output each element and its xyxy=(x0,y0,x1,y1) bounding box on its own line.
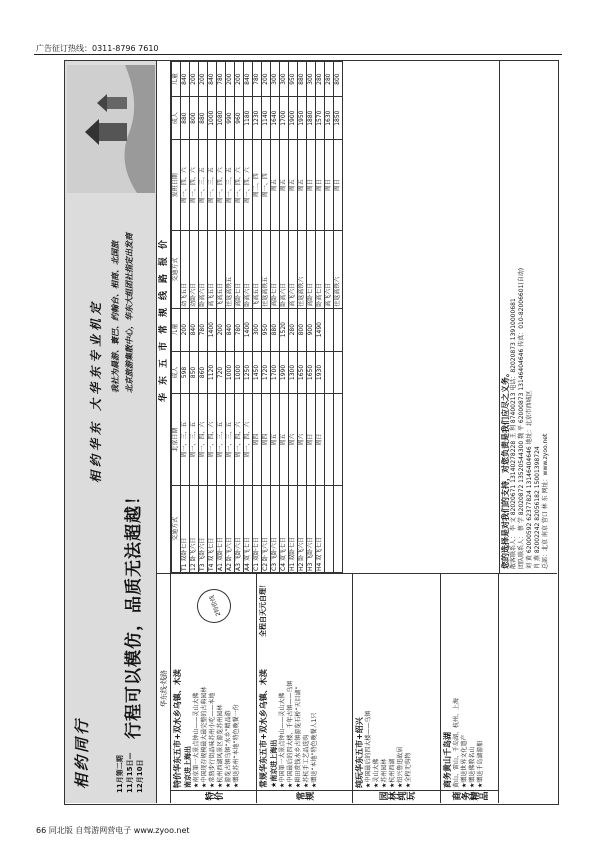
table-cell: 200 xyxy=(217,308,226,351)
table-cell: 周一、三、五 xyxy=(190,394,199,485)
table-cell: 200 xyxy=(262,62,271,97)
table-cell: C3 飞卧六日 xyxy=(271,485,280,572)
table-cell: 1230 xyxy=(253,97,262,140)
table-cell: 周日 xyxy=(334,140,343,231)
table-cell: 990 xyxy=(226,97,235,140)
table-cell: 周日 xyxy=(307,394,316,485)
table-row xyxy=(325,62,334,573)
table-cell: 飞高五日 xyxy=(217,231,226,308)
table-cell: 1630 xyxy=(325,97,334,140)
table-cell xyxy=(325,308,334,351)
table-cell: 800 xyxy=(298,308,307,351)
table-cell: 周一、四 xyxy=(262,140,271,231)
table-cell: 周日 xyxy=(316,140,325,231)
table-cell: 周一、四、六 xyxy=(208,394,217,485)
table-cell: 300 xyxy=(253,308,262,351)
table-cell xyxy=(325,351,334,394)
table-cell: 往返高铁六 xyxy=(298,231,307,308)
contact-line: 刘 黄 62000592 62377824 13146404646 地址：北京市西城区 xyxy=(526,390,533,569)
section-pure-play xyxy=(353,573,441,803)
table-cell: 周一、三、五 xyxy=(181,394,190,485)
table-cell: 周一、三、五 xyxy=(226,140,235,231)
table-cell: 周二、四 xyxy=(253,140,262,231)
table-cell: C2 卧飞六日 xyxy=(262,485,271,572)
section-sub: 南京进上海出 xyxy=(184,746,192,788)
table-cell: 1930 xyxy=(316,351,325,394)
section-line: ★赠送佛教名山 xyxy=(469,746,476,788)
table-cell: 周六 xyxy=(298,394,307,485)
table-cell: 1850 xyxy=(334,97,343,140)
table-cell: H1 双卧七日 xyxy=(289,485,298,572)
table-cell: 280 xyxy=(316,62,325,97)
table-cell: 850 xyxy=(190,351,199,394)
table-body xyxy=(181,62,343,573)
table-cell: 周五 xyxy=(280,394,289,485)
table-row xyxy=(208,62,217,573)
section-line: ★绍兴鲁迅故居 xyxy=(397,746,404,788)
table-cell: 周一、三、五 xyxy=(217,394,226,485)
table-cell: H3 飞卧六日 xyxy=(307,485,316,572)
table-cell: 高卧七日 xyxy=(271,231,280,308)
table-cell: 1700 xyxy=(271,351,280,394)
bottom-note-text: 66 同北版 自驾游网营电子 www.zyoo.net xyxy=(36,826,190,835)
table-cell: 高飞六日 xyxy=(289,231,298,308)
table-cell: 1180 xyxy=(244,97,253,140)
section-line: ★中国第一大景点钟山——灵山大佛 xyxy=(279,692,286,788)
table-cell: A3 飞卧六日 xyxy=(235,485,244,572)
table-cell xyxy=(334,351,343,394)
table-title: 华东五市常规线路报价 xyxy=(157,61,171,573)
section-line: ★南京第一大景点钟山——灵山大佛 xyxy=(193,692,200,788)
section-line: ★游览古镇乌镇“水乡”精品游 xyxy=(225,710,232,788)
table-cell: 周一、四、六 xyxy=(244,394,253,485)
table-cell: 周一、三、五 xyxy=(208,140,217,231)
col-header: 儿童 xyxy=(172,62,181,97)
table-cell: 200 xyxy=(235,62,244,97)
table-row xyxy=(190,62,199,573)
section-body xyxy=(258,575,319,788)
table-cell: 周六 xyxy=(289,394,298,485)
table-cell: 12 卧飞六日 xyxy=(190,485,199,572)
left-column xyxy=(157,573,557,803)
table-cell: 840 xyxy=(181,62,190,97)
table-cell: C4 双飞七日 xyxy=(280,485,289,572)
headline: 行程可以模仿，品质无法超越！ xyxy=(124,487,144,739)
table-row xyxy=(226,62,235,573)
table-cell: 780 xyxy=(217,62,226,97)
table-cell: 800 xyxy=(190,97,199,140)
table-cell: 880 xyxy=(271,308,280,351)
table-cell: 950 xyxy=(262,308,271,351)
table-cell: 卧高七日 xyxy=(316,231,325,308)
section-line: ★中国最后的四大楼——乌镇 xyxy=(365,710,372,788)
table-cell: 840 xyxy=(190,308,199,351)
table-cell: 1650 xyxy=(307,351,316,394)
section-line: ★杭州西湖风景区游览苏州园林 xyxy=(217,704,224,788)
table-cell: 598 xyxy=(181,351,190,394)
section-label: 特价 xyxy=(171,790,256,803)
table-cell: 周五 xyxy=(298,140,307,231)
table-cell: 950 xyxy=(289,62,298,97)
table-cell: 卧高六日 xyxy=(244,231,253,308)
section-heading: 纯玩华东五市+绍兴 xyxy=(355,717,364,788)
table-cell: 1080 xyxy=(217,97,226,140)
hotline-text: 广告征订热线：0311-8796 7610 xyxy=(36,44,159,53)
table-cell: 880 xyxy=(199,97,208,140)
table-cell: 周日 xyxy=(325,140,334,231)
table-cell: 780 xyxy=(199,308,208,351)
scenery-image xyxy=(67,65,155,193)
section-label: 常规 xyxy=(257,790,352,803)
table-cell: 高卧七日 xyxy=(235,231,244,308)
table-cell: 周一、四、六 xyxy=(217,140,226,231)
section-line: ★苏杭手工艺品选购 xyxy=(303,734,310,788)
table-cell: 1650 xyxy=(298,351,307,394)
table-cell: 周日 xyxy=(316,394,325,485)
section-line: ★赠送千岛湖游船 xyxy=(477,740,484,788)
table-row xyxy=(307,62,316,573)
table-cell: 1400 xyxy=(208,308,217,351)
table-row xyxy=(253,62,262,573)
table-cell: 900 xyxy=(307,308,316,351)
table-cell: 1000 xyxy=(208,97,217,140)
table-cell: 1000 xyxy=(226,351,235,394)
table-cell: 周四 xyxy=(253,394,262,485)
table-cell: 200 xyxy=(199,62,208,97)
col-header: 交通方式 xyxy=(172,231,181,308)
contact-line: 散客联系人： 李 文 82020671 13140278228 王 利 87400213 电话：82020873 13910000681 xyxy=(510,298,517,569)
table-cell: 周五 xyxy=(280,140,289,231)
section-sub: ★南京进上海出 xyxy=(270,739,278,788)
table-cell xyxy=(334,485,343,572)
table-cell: 1140 xyxy=(262,97,271,140)
price-area xyxy=(157,61,557,573)
table-cell xyxy=(334,308,343,351)
section-line: ★灵山大佛 xyxy=(373,758,380,788)
section-regular xyxy=(257,573,353,803)
table-cell: 周四 xyxy=(262,394,271,485)
table-cell: C1 双卧七日 xyxy=(253,485,262,572)
table-row xyxy=(235,62,244,573)
table-cell: 1570 xyxy=(316,97,325,140)
table-row xyxy=(217,62,226,573)
section-line: ★杭州西湖 xyxy=(389,758,396,788)
table-cell: 300 xyxy=(307,62,316,97)
table-cell: 周五 xyxy=(271,394,280,485)
section-heading: 常规华东五市+双水乡乌镇、木渎 xyxy=(259,669,268,788)
table-row xyxy=(262,62,271,573)
section-label: 园林纯玩 xyxy=(353,790,440,803)
table-cell: 飞高五日 xyxy=(253,231,262,308)
table-cell: 200 xyxy=(190,62,199,97)
table-cell: 720 xyxy=(217,351,226,394)
top-rule xyxy=(34,54,562,55)
table-cell: 周五 xyxy=(271,140,280,231)
table-cell: 1720 xyxy=(262,351,271,394)
table-cell: 280 xyxy=(289,308,298,351)
table-cell: 周一、三、五 xyxy=(226,394,235,485)
table-cell: 880 xyxy=(298,62,307,97)
table-cell: 高卧七日 xyxy=(307,231,316,308)
section-line: ★苏州园林 xyxy=(381,758,388,788)
table-cell: 1490 xyxy=(316,308,325,351)
table-cell: 1990 xyxy=(280,351,289,394)
table-cell: 840 xyxy=(208,62,217,97)
slogans xyxy=(109,233,137,393)
table-row xyxy=(298,62,307,573)
table-cell: 960 xyxy=(235,97,244,140)
col-header: 成人 xyxy=(172,351,181,394)
table-cell: 周日 xyxy=(307,140,316,231)
table-cell: 卧高六日 xyxy=(280,231,289,308)
table-cell: 200 xyxy=(226,62,235,97)
col-header: 发班日期 xyxy=(172,140,181,231)
table-cell: 300 xyxy=(271,62,280,97)
tagline: 相约华东 大华东专业机定 xyxy=(89,298,103,483)
section-heading: 特价华东五市+双水乡乌镇、木渎 xyxy=(173,669,182,788)
table-cell: 周一、四、六 xyxy=(235,140,244,231)
banner xyxy=(65,61,157,803)
table-cell: 1000 xyxy=(235,351,244,394)
contact-line: 团队联系人： 蔡 学 82020872 13520544300 魏 平 62000873 13146404646 传真：010-82006601(自动) xyxy=(518,267,525,569)
table-cell xyxy=(334,394,343,485)
table-cell: 1400 xyxy=(244,308,253,351)
table-cell: 1300 xyxy=(289,351,298,394)
section-line: ★常熟步行街品味苏州小吃——本地 xyxy=(209,692,216,788)
table-cell: 1640 xyxy=(271,97,280,140)
table-cell: 高飞六日 xyxy=(325,231,334,308)
table-cell: 200 xyxy=(181,308,190,351)
table-row xyxy=(244,62,253,573)
section-body xyxy=(354,575,413,788)
section-line: 黄山、雷山、千岛湖、杭州、上海 xyxy=(453,697,460,788)
col-header: 交通方式 xyxy=(172,485,181,572)
table-cell: T4 双飞七日 xyxy=(208,485,217,572)
table-cell: 周一、四、六 xyxy=(244,140,253,231)
table-row xyxy=(181,62,190,573)
brand-name: 相约同行 xyxy=(73,716,91,789)
table-cell: 周一、三、五 xyxy=(199,140,208,231)
table-cell: 周一、四、六 xyxy=(190,140,199,231)
section-line: ★赠送苏州“本地”特色晚餐一份 xyxy=(233,704,240,788)
table-cell: 往返高铁五 xyxy=(226,231,235,308)
table-cell: 卧高六日 xyxy=(199,231,208,308)
table-cell: 往返高铁五 xyxy=(262,231,271,308)
table-cell: 1900 xyxy=(289,97,298,140)
table-cell: 动飞五日 xyxy=(181,231,190,308)
table-cell xyxy=(325,394,334,485)
table-cell: 1700 xyxy=(280,97,289,140)
section-line: ★赠送“本地”特色晚餐人1只 xyxy=(311,712,318,788)
table-cell: 1450 xyxy=(253,351,262,394)
contact-footer xyxy=(499,61,557,573)
footer-footnote: 总部：北京 南京 营口 林 东 网址：www.zyoo.net xyxy=(542,433,549,569)
table-header-row xyxy=(172,62,181,573)
col-header: 成人 xyxy=(172,97,181,140)
table-cell: 1520 xyxy=(280,308,289,351)
col-header: 儿童 xyxy=(172,308,181,351)
table-row xyxy=(334,62,343,573)
special-stamp: 2特价线 xyxy=(192,584,236,628)
table-cell: 280 xyxy=(325,62,334,97)
table-cell: T3 飞卧六日 xyxy=(199,485,208,572)
table-cell: 860 xyxy=(199,351,208,394)
section-special-note: 全程自天元自理！ xyxy=(259,581,267,637)
section-line: ★耕田赏钱水乡古镇游览石桥“天目湖” xyxy=(295,686,302,788)
table-row xyxy=(316,62,325,573)
table-row xyxy=(289,62,298,573)
footer-cta: 您的选择是对我们的支持，对您负责是我们应尽之义务。 xyxy=(501,369,510,569)
table-cell: H4 双飞七日 xyxy=(316,485,325,572)
bottom-note xyxy=(36,825,190,836)
table-cell: 800 xyxy=(334,62,343,97)
col-header: 北京日期 xyxy=(172,394,181,485)
table-cell: 周一、四、六 xyxy=(199,394,208,485)
table-cell: 周一、四、六 xyxy=(235,394,244,485)
section-line: ★中国现存规模最大最完整的古典园林 xyxy=(201,686,208,788)
table-cell: 高飞五日 xyxy=(208,231,217,308)
section-line: ★全程无购物 xyxy=(405,752,412,788)
section-line: ★赠送世界文化遗产 xyxy=(461,734,468,788)
table-cell: 780 xyxy=(235,308,244,351)
table-cell: 880 xyxy=(181,97,190,140)
table-cell: H2 卧飞六日 xyxy=(298,485,307,572)
section-line: ★中国最后的四大楼，千年古镇——乌镇 xyxy=(287,680,294,788)
section-heading: 商务黄山千岛湖 xyxy=(443,732,452,788)
table-cell: 780 xyxy=(253,62,262,97)
section-special xyxy=(171,573,257,803)
table-cell: A1 双卧七日 xyxy=(217,485,226,572)
table-cell: A4 双飞七日 xyxy=(244,485,253,572)
table-cell: 300 xyxy=(280,62,289,97)
table-cell xyxy=(325,485,334,572)
section-business xyxy=(441,573,499,803)
table-row xyxy=(271,62,280,573)
table-cell: 周一、四、六 xyxy=(181,140,190,231)
table-cell: 1250 xyxy=(244,351,253,394)
table-cell: A2 卧飞六日 xyxy=(226,485,235,572)
table-row xyxy=(199,62,208,573)
contact-line: 肖 燕 82002242 82056182 15001398724 xyxy=(534,446,541,569)
table-cell: 840 xyxy=(244,62,253,97)
section-label: 商务精品 xyxy=(441,790,498,803)
table-cell: 1120 xyxy=(208,351,217,394)
slogan-line: 我社为晨游、寰巴、约翰台、相商、北国旅 xyxy=(111,241,120,393)
slogan-line: 北京旅游集散中心，华东大组团社指定出发商 xyxy=(125,233,134,393)
table-cell: T1 双卧七日 xyxy=(181,485,190,572)
left-title: 华东线·线路 xyxy=(157,574,171,803)
table-cell: 动卧六日 xyxy=(190,231,199,308)
table-cell: 1950 xyxy=(298,97,307,140)
table-cell: 840 xyxy=(226,308,235,351)
table-cell: 往返高铁六 xyxy=(334,231,343,308)
price-table xyxy=(171,61,343,573)
section-body xyxy=(442,575,485,788)
table-cell: 1880 xyxy=(307,97,316,140)
issue-date: 11月第二期 11月15日—12月10日 xyxy=(116,752,144,793)
page-frame xyxy=(64,60,559,805)
table-row xyxy=(280,62,289,573)
table-cell: 周五 xyxy=(289,140,298,231)
rotated-content xyxy=(65,61,557,803)
